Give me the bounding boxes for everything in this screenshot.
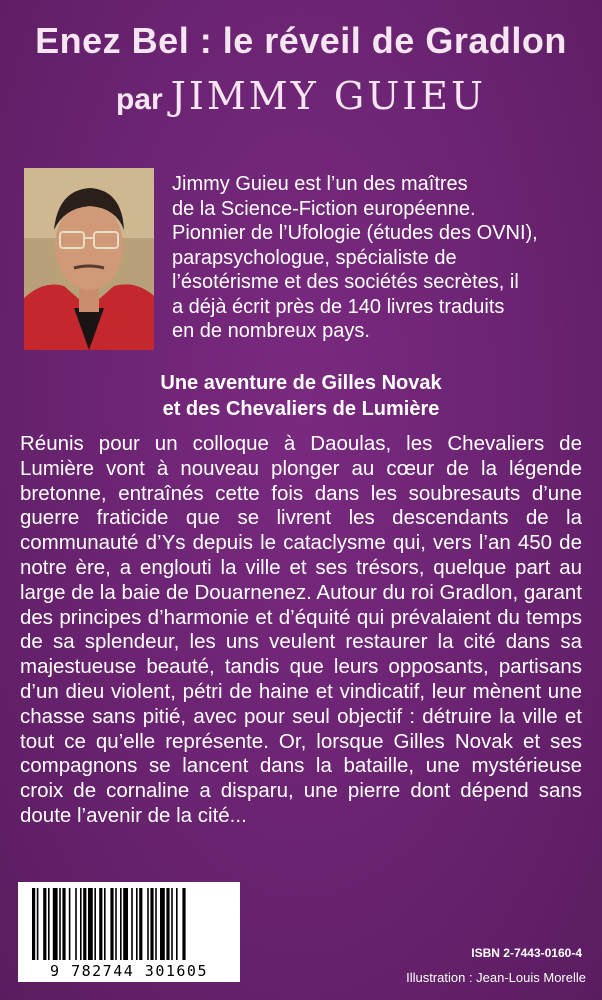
bio-line: de la Science-Fiction européenne.	[172, 197, 476, 220]
back-cover-summary: Réunis pour un colloque à Daoulas, les Chevaliers de Lumière vont à nouveau plonger au cœur de la légende bretonne, entraînés cette fois dans les soubresauts d’une guerre fraticide que se livrent les descendants de la communauté d’Ys depuis le cataclysme qui, vers l’an 450 de notre ère, a englouti la ville et ses trésors, quelque part au large de la baie de Douarnenez. Autour du roi Gradlon, garant des principes d’harmonie et d’équité qui prévalaient du temps de sa splendeur, les uns veulent restaurer la cité dans sa majestueuse beauté, tandis que leurs opposants, partisans d’un dieu violent, pétri de haine et vindicatif, leur mènent une chasse sans pitié, avec pour seul objectif : détruire la ville et tout ce qu’elle représente. Or, lorsque Gilles Novak et ses compagnons se lancent dans la bataille, une mystérieuse croix de cornaline a disparu, une pierre dont dépend sans doute l’avenir de la cité...	[20, 432, 582, 827]
subtitle-line-2: et des Chevaliers de Lumière	[162, 398, 440, 420]
bio-line: a déjà écrit près de 140 livres traduits	[172, 295, 505, 318]
barcode	[18, 882, 240, 982]
isbn-number: ISBN 2-7443-0160-4	[471, 946, 582, 960]
author-line	[0, 74, 602, 118]
illustration-credit: Illustration : Jean-Louis Morelle	[406, 970, 586, 985]
bio-line: Jimmy Guieu est l’un des maîtres	[172, 173, 468, 195]
author-bio	[172, 172, 582, 344]
bio-line: en de nombreux pays.	[172, 320, 370, 342]
subtitle-line-1: Une aventure de Gilles Novak	[160, 372, 442, 394]
bio-line: parapsychologue, spécialiste de	[172, 246, 457, 269]
barcode-digits: 9 782744 301605	[50, 962, 208, 980]
author-portrait-image	[24, 168, 154, 350]
author-prefix: par	[115, 83, 163, 116]
author-name: JIMMY GUIEU	[170, 74, 487, 118]
book-title: Enez Bel : le réveil de Gradlon	[35, 20, 567, 61]
barcode-bars-icon	[18, 886, 240, 964]
series-subtitle	[0, 370, 602, 422]
bio-line: Pionnier de l’Ufologie (études des OVNI),	[172, 222, 538, 244]
author-photo	[24, 168, 154, 350]
bio-line: l’ésotérisme et des sociétés secrètes, il	[172, 271, 519, 293]
